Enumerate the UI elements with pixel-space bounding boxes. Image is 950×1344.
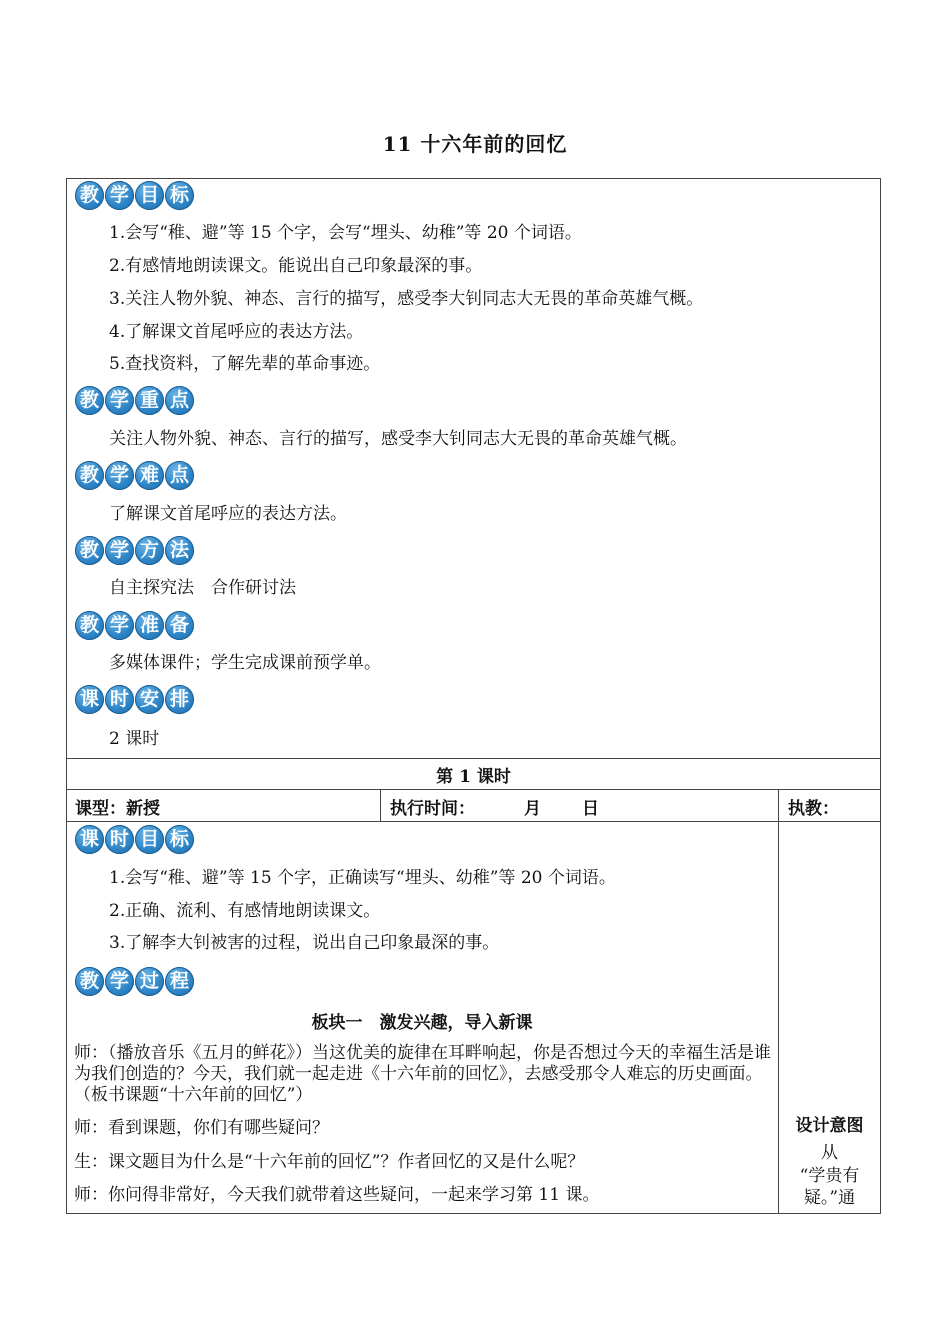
heading-char: 备 <box>165 611 194 640</box>
month-label: 月 <box>524 799 541 819</box>
section-heading-schedule <box>75 685 194 714</box>
goal-line: 1.会写“稚、避”等 15 个字，会写“埋头、幼稚”等 20 个词语。 <box>109 223 582 243</box>
section-heading-teaching-goals <box>75 181 194 210</box>
heading-char: 法 <box>165 536 194 565</box>
heading-char: 学 <box>105 611 134 640</box>
col-divider <box>380 789 381 821</box>
heading-char: 目 <box>135 825 164 854</box>
heading-char: 课 <box>75 685 104 714</box>
heading-char: 学 <box>105 181 134 210</box>
dialogue-line: 师：看到课题，你们有哪些疑问？ <box>74 1118 329 1138</box>
day-label: 日 <box>582 799 599 819</box>
key-point-line: 关注人物外貌、神态、言行的描写，感受李大钊同志大无畏的革命英雄气概。 <box>109 429 687 449</box>
heading-char: 学 <box>105 967 134 996</box>
section-heading-teaching-process <box>75 967 194 996</box>
preparation-line: 多媒体课件；学生完成课前预学单。 <box>109 653 381 673</box>
heading-char: 安 <box>135 685 164 714</box>
heading-char: 时 <box>105 825 134 854</box>
heading-char: 点 <box>165 461 194 490</box>
heading-char: 重 <box>135 386 164 415</box>
heading-char: 准 <box>135 611 164 640</box>
heading-char: 教 <box>75 967 104 996</box>
lesson-goal-line: 3.了解李大钊被害的过程，说出自己印象最深的事。 <box>109 933 500 953</box>
dialogue-line: 师：你问得非常好，今天我们就带着这些疑问，一起来学习第 11 课。 <box>74 1185 600 1205</box>
teacher-label: 执教： <box>788 799 839 819</box>
heading-char: 排 <box>165 685 194 714</box>
row-divider <box>66 789 881 790</box>
row-divider <box>66 758 881 759</box>
heading-char: 教 <box>75 461 104 490</box>
design-intent-text: “学贵有 <box>799 1166 860 1186</box>
lesson-type: 课型：新授 <box>75 799 160 819</box>
heading-char: 学 <box>105 461 134 490</box>
method-line: 自主探究法 合作研讨法 <box>109 578 296 598</box>
execution-time-label: 执行时间： <box>390 799 475 819</box>
section-heading-key-points <box>75 386 194 415</box>
heading-char: 难 <box>135 461 164 490</box>
heading-char: 课 <box>75 825 104 854</box>
dialogue-line: 生：课文题目为什么是“十六年前的回忆”？作者回忆的又是什么呢？ <box>74 1152 585 1172</box>
goal-line: 4.了解课文首尾呼应的表达方法。 <box>109 322 364 342</box>
design-intent-text: 疑。”通 <box>803 1188 856 1208</box>
block-title: 板块一 激发兴趣，导入新课 <box>311 1013 533 1033</box>
section-heading-methods <box>75 536 194 565</box>
section-heading-preparation <box>75 611 194 640</box>
heading-char: 标 <box>165 181 194 210</box>
heading-char: 标 <box>165 825 194 854</box>
heading-char: 程 <box>165 967 194 996</box>
heading-char: 教 <box>75 181 104 210</box>
heading-char: 目 <box>135 181 164 210</box>
goal-line: 3.关注人物外貌、神态、言行的描写，感受李大钊同志大无畏的革命英雄气概。 <box>109 289 704 309</box>
goal-line: 5.查找资料，了解先辈的革命事迹。 <box>109 354 381 374</box>
lesson-goal-line: 2.正确、流利、有感情地朗读课文。 <box>109 901 381 921</box>
design-intent-text: 从 <box>821 1143 838 1163</box>
heading-char: 点 <box>165 386 194 415</box>
heading-char: 教 <box>75 386 104 415</box>
section-heading-lesson-goals <box>75 825 194 854</box>
lesson-goal-line: 1.会写“稚、避”等 15 个字，正确读写“埋头、幼稚”等 20 个词语。 <box>109 868 616 888</box>
heading-char: 教 <box>75 611 104 640</box>
lesson-period-header: 第 1 课时 <box>436 767 511 787</box>
difficulty-line: 了解课文首尾呼应的表达方法。 <box>109 504 347 524</box>
heading-char: 学 <box>105 386 134 415</box>
design-intent-title: 设计意图 <box>795 1116 864 1136</box>
heading-char: 过 <box>135 967 164 996</box>
row-divider <box>66 821 881 822</box>
heading-char: 教 <box>75 536 104 565</box>
heading-char: 时 <box>105 685 134 714</box>
section-heading-difficulties <box>75 461 194 490</box>
page-title: 11 十六年前的回忆 <box>382 132 568 156</box>
schedule-line: 2 课时 <box>109 729 160 749</box>
dialogue-paragraph: 师：（播放音乐《五月的鲜花》）当这优美的旋律在耳畔响起，你是否想过今天的幸福生活是谁为我们创造的？今天，我们就一起走进《十六年前的回忆》，去感受那令人难忘的历史画面。（板书课题“十六年前的回忆”） <box>74 1043 771 1105</box>
goal-line: 2.有感情地朗读课文。能说出自己印象最深的事。 <box>109 256 483 276</box>
heading-char: 学 <box>105 536 134 565</box>
heading-char: 方 <box>135 536 164 565</box>
